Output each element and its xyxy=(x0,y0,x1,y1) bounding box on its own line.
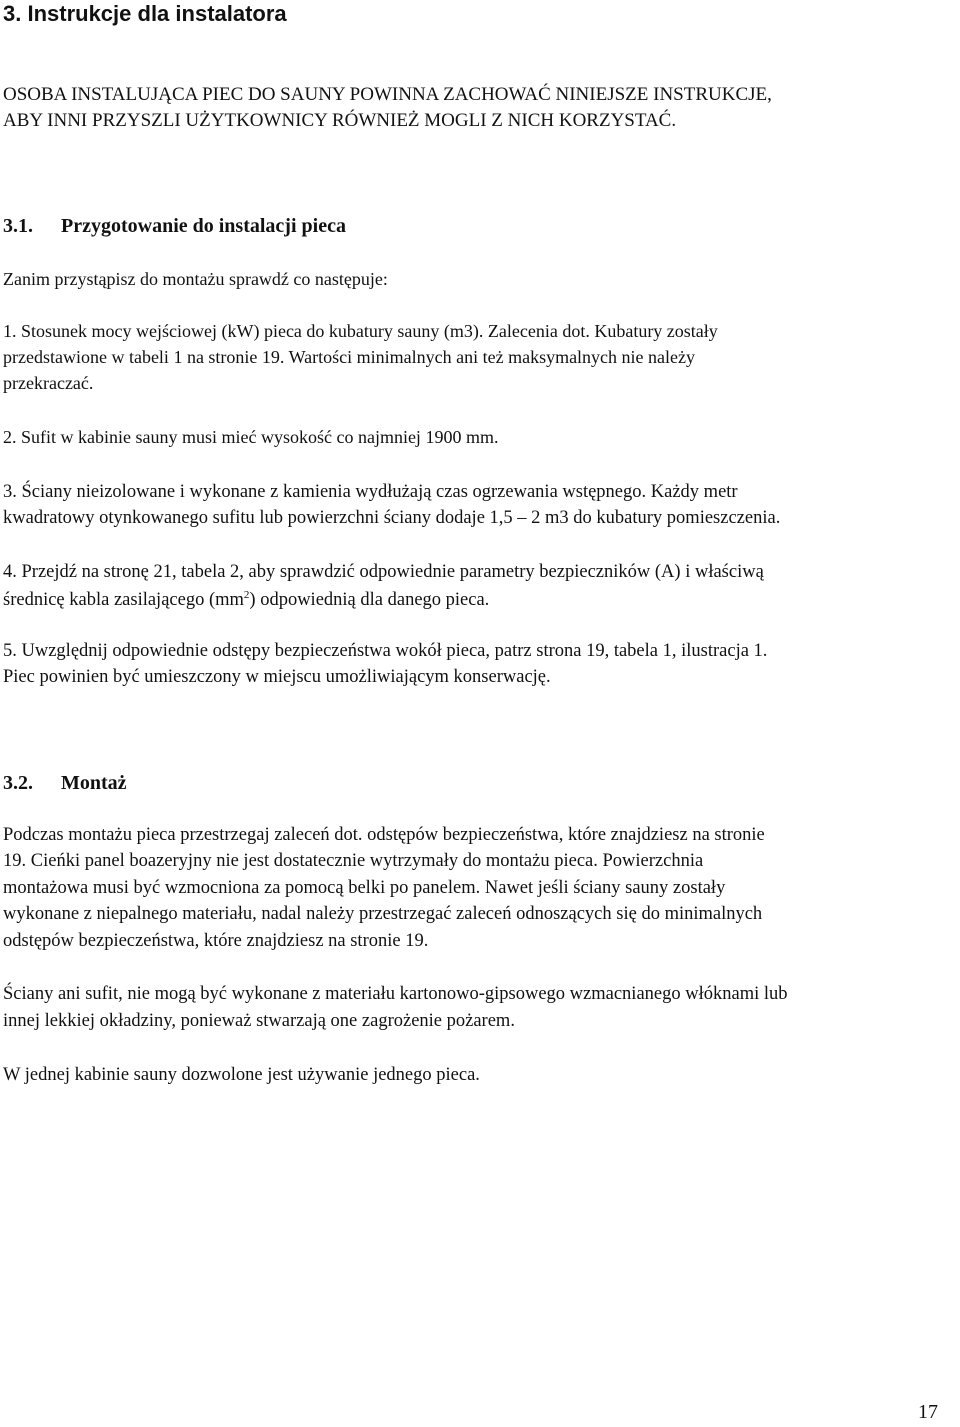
subsection-title: Przygotowanie do instalacji pieca xyxy=(61,215,346,237)
list-item-1-line-1: 1. Stosunek mocy wejściowej (kW) pieca do kubatury sauny (m3). Zalecenia dot. Kubatury zostały xyxy=(3,321,718,341)
list-item-3-line-2: kwadratowy otynkowanego sufitu lub powierzchni ściany dodaje 1,5 – 2 m3 do kubatury pomieszczenia. xyxy=(3,508,781,528)
list-item-3-line-1: 3. Ściany nieizolowane i wykonane z kamienia wydłużają czas ogrzewania wstępnego. Każdy metr xyxy=(3,482,738,502)
subsection-number: 3.1. xyxy=(3,215,33,237)
page-number: 17 xyxy=(918,1401,938,1423)
paragraph-1-line-1: Podczas montażu pieca przestrzegaj zaleceń dot. odstępów bezpieczeństwa, które znajdziesz na stronie xyxy=(3,825,765,845)
subsection-number: 3.2. xyxy=(3,772,33,794)
paragraph-2-line-1: Ściany ani sufit, nie mogą być wykonane z materiału kartonowo-gipsowego wzmacnianego włóknami lub xyxy=(3,984,788,1004)
list-item-2-line-1: 2. Sufit w kabinie sauny musi mieć wysokość co najmniej 1900 mm. xyxy=(3,427,499,447)
section-title: 3. Instrukcje dla instalatora xyxy=(3,1,287,26)
paragraph-1-line-4: wykonane z niepalnego materiału, nadal należy przestrzegać zaleceń odnoszących się do minimalnych xyxy=(3,904,763,924)
paragraph-1-line-5: odstępów bezpieczeństwa, które znajdziesz na stronie 19. xyxy=(3,931,429,951)
superscript: 2 xyxy=(243,588,250,601)
subsection-heading-3-2 xyxy=(3,770,127,796)
subsection-title: Montaż xyxy=(61,772,127,794)
paragraph-3-line-1: W jednej kabinie sauny dozwolone jest używanie jednego pieca. xyxy=(3,1065,480,1085)
paragraph-2-line-2: innej lekkiej okładziny, ponieważ stwarzają one zagrożenie pożarem. xyxy=(3,1011,515,1031)
paragraph-1-line-2: 19. Cieńki panel boazeryjny nie jest dostatecznie wytrzymały do montażu pieca. Powierzchnia xyxy=(3,851,704,871)
list-item-4-line-2-rest: ) odpowiednią dla danego pieca. xyxy=(249,590,490,610)
list-item-4-line-1: 4. Przejdź na stronę 21, tabela 2, aby sprawdzić odpowiednie parametry bezpieczników (A) i właściwą xyxy=(3,562,764,582)
paragraph-1-line-3: montażowa musi być wzmocniona za pomocą belki po panelem. Nawet jeśli ściany sauny zostały xyxy=(3,878,726,898)
warning-line-1: OSOBA INSTALUJĄCA PIEC DO SAUNY POWINNA ZACHOWAĆ NINIEJSZE INSTRUKCJE, xyxy=(3,84,772,105)
list-item-1-line-3: przekraczać. xyxy=(3,373,94,393)
warning-line-2: ABY INNI PRZYSZLI UŻYTKOWNICY RÓWNIEŻ MOGLI Z NICH KORZYSTAĆ. xyxy=(3,110,677,131)
list-item-5-line-2: Piec powinien być umieszczony w miejscu umożliwiającym konserwację. xyxy=(3,667,551,687)
subsection-heading-3-1 xyxy=(3,213,346,239)
list-item-5-line-1: 5. Uwzględnij odpowiednie odstępy bezpieczeństwa wokół pieca, patrz strona 19, tabela 1, ilustracja 1. xyxy=(3,641,768,661)
intro-text: Zanim przystąpisz do montażu sprawdź co następuje: xyxy=(3,269,388,289)
list-item-4-line-2 xyxy=(3,587,489,613)
list-item-1-line-2: przedstawione w tabeli 1 na stronie 19. Wartości minimalnych ani też maksymalnych nie należy xyxy=(3,347,696,367)
list-item-4-line-2-text: średnicę kabla zasilającego (mm xyxy=(3,590,244,610)
